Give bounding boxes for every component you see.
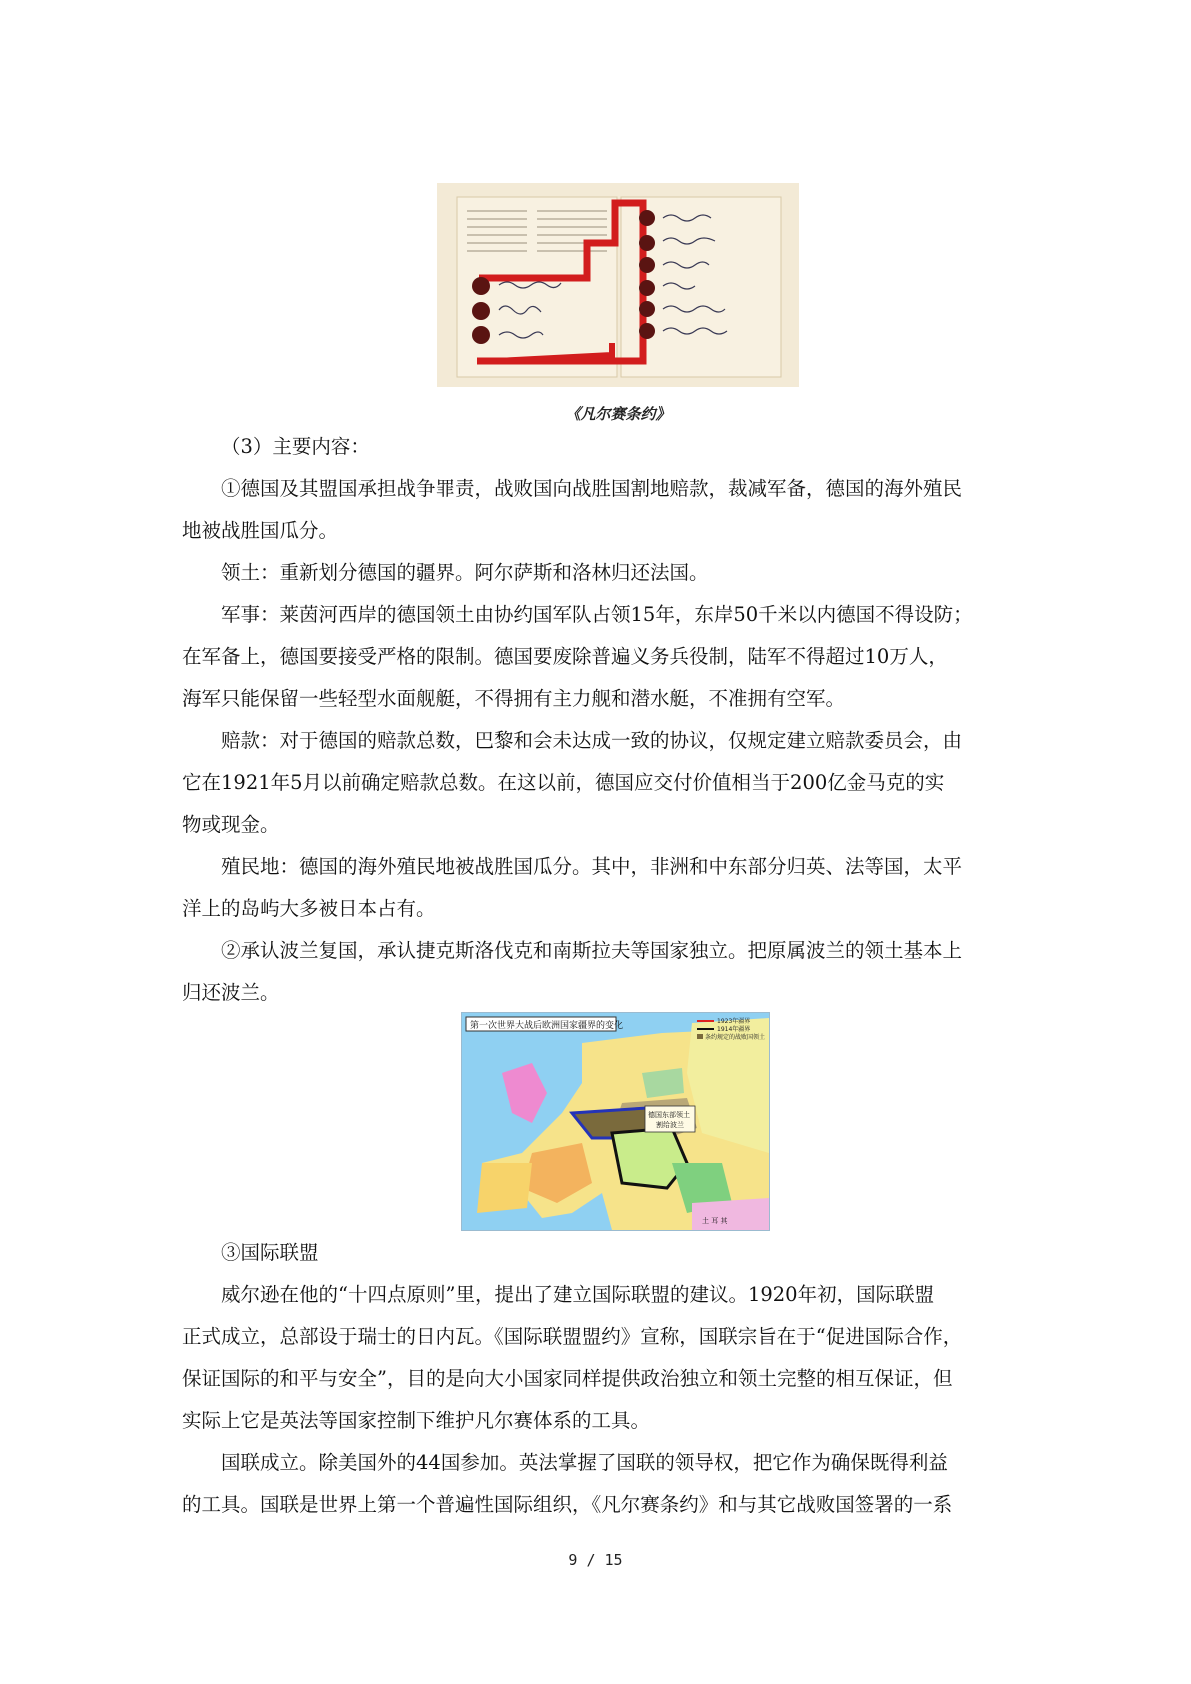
- text-line: 在军备上，德国要接受严格的限制。德国要废除普遍义务兵役制，陆军不得超过10万人，: [182, 645, 948, 668]
- main-content: [182, 426, 1020, 1014]
- text-line: 殖民地：德国的海外殖民地被战胜国瓜分。其中，非洲和中东部分归英、法等国，太平: [221, 855, 963, 878]
- league-content: [182, 1232, 1020, 1526]
- text-line: ①德国及其盟国承担战争罪责，战败国向战胜国割地赔款，裁减军备，德国的海外殖民: [221, 477, 963, 500]
- text-line: 地被战胜国瓜分。: [182, 519, 339, 542]
- treaty-illustration: [437, 183, 799, 387]
- text-line: 实际上它是英法等国家控制下维护凡尔赛体系的工具。: [182, 1409, 651, 1432]
- text-line: 军事：莱茵河西岸的德国领土由协约国军队占领15年，东岸50千米以内德国不得设防；: [221, 603, 973, 626]
- paragraph-colonies: [182, 846, 1020, 930]
- section-heading: （3）主要内容：: [221, 435, 370, 458]
- text-line: 保证国际的和平与安全”，目的是向大小国家同样提供政治独立和领土完整的相互保证，但: [182, 1367, 953, 1390]
- text-line: 它在1921年5月以前确定赔款总数。在这以前，德国应交付价值相当于200亿金马克的实: [182, 771, 945, 794]
- league-paragraph-2: [182, 1442, 1020, 1526]
- map-label-poland: 德国东部领土 割给波兰: [648, 1111, 690, 1129]
- map-illustration: [462, 1013, 769, 1230]
- text-line: ②承认波兰复国，承认捷克斯洛伐克和南斯拉夫等国家独立。把原属波兰的领土基本上: [221, 939, 963, 962]
- paragraph-reparations: [182, 720, 1020, 846]
- text-line: 洋上的岛屿大多被日本占有。: [182, 897, 436, 920]
- text-line: 正式成立，总部设于瑞士的日内瓦。《国际联盟盟约》宣称，国联宗旨在于“促进国际合作，: [182, 1325, 963, 1348]
- europe-borders-map: [461, 1012, 770, 1231]
- treaty-photo: [437, 183, 799, 387]
- paragraph-military: [182, 594, 1020, 720]
- league-heading: ③国际联盟: [221, 1241, 319, 1264]
- league-paragraph-1: [182, 1274, 1020, 1442]
- text-line: 威尔逊在他的“十四点原则”里，提出了建立国际联盟的建议。1920年初，国际联盟: [221, 1283, 935, 1306]
- map-legend-item: 1914年疆界: [717, 1026, 751, 1033]
- text-line: 国联成立。除美国外的44国参加。英法掌握了国联的领导权，把它作为确保既得利益: [221, 1451, 948, 1474]
- map-legend-item: 1923年疆界: [717, 1018, 751, 1025]
- treaty-caption: 《凡尔赛条约》: [565, 405, 671, 423]
- paragraph-1: [182, 468, 1020, 552]
- paragraph-poland: [182, 930, 1020, 1014]
- paragraph-territory: [182, 552, 1020, 594]
- text-line: 的工具。国联是世界上第一个普遍性国际组织，《凡尔赛条约》和与其它战败国签署的一系: [182, 1493, 953, 1516]
- map-label-turkey: 土 耳 其: [702, 1217, 728, 1225]
- text-line: 赔款：对于德国的赔款总数，巴黎和会未达成一致的协议，仅规定建立赔款委员会，由: [221, 729, 963, 752]
- map-legend-item: 条约规定的战败国领土: [705, 1034, 766, 1041]
- page-number: 9 / 15: [568, 1551, 623, 1569]
- text-line: 领土：重新划分德国的疆界。阿尔萨斯和洛林归还法国。: [221, 561, 709, 584]
- text-line: 海军只能保留一些轻型水面舰艇，不得拥有主力舰和潜水艇，不准拥有空军。: [182, 687, 846, 710]
- text-line: 物或现金。: [182, 813, 280, 836]
- map-title: 第一次世界大战后欧洲国家疆界的变化: [470, 1021, 624, 1031]
- text-line: 归还波兰。: [182, 981, 280, 1004]
